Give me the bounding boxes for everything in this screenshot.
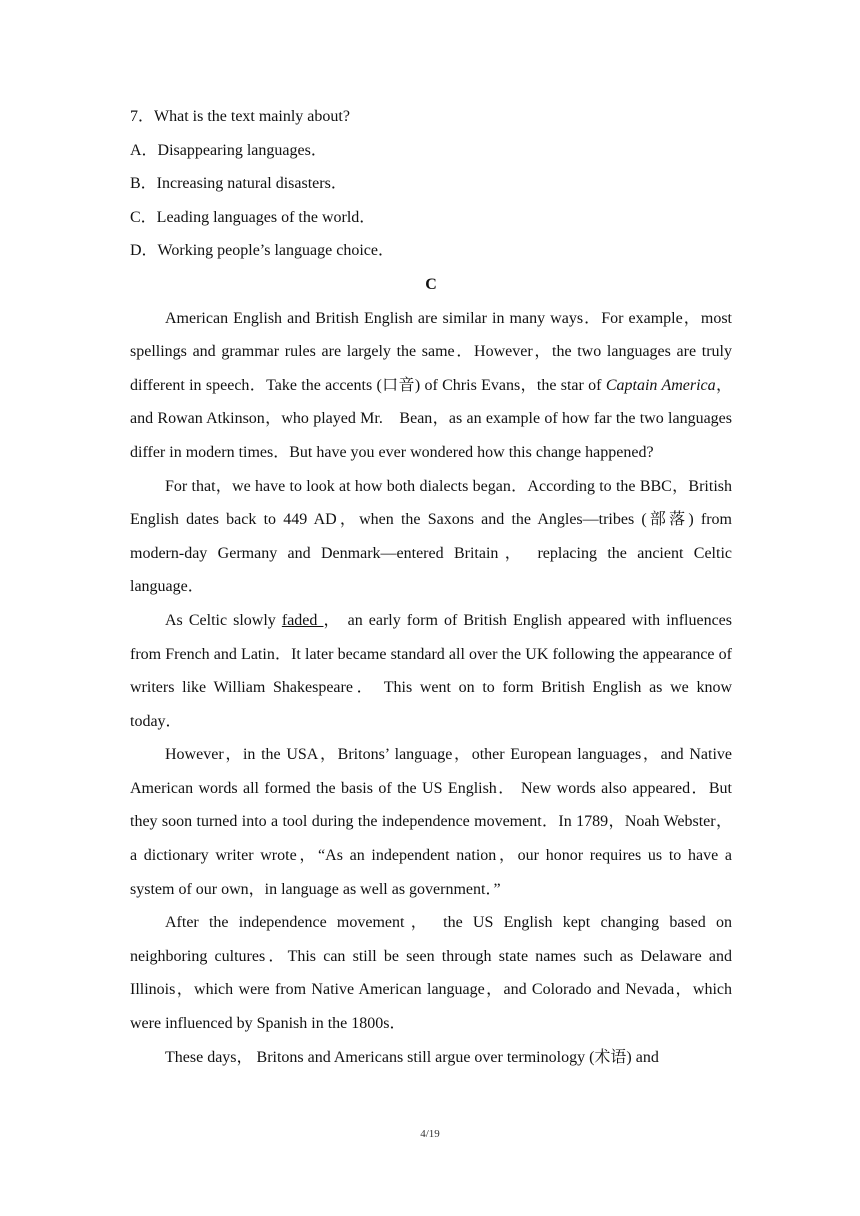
- paragraph-3-part-b: ， an early form of British English appeared with influences from French and Latin．It later became standard all over the UK following the appearance of writers like William Shakespeare． This went on to form British English as we know today．: [130, 611, 732, 730]
- movie-title: Captain America: [605, 376, 716, 394]
- option-b: B．Increasing natural disasters．: [130, 175, 347, 193]
- paragraph-1-part-b: ，and Rowan Atkinson，who played Mr. Bean，as an example of how far the two languages differ in modern times．But have you ever wondered how this change happened?: [130, 376, 732, 461]
- paragraph-6: These days， Britons and Americans still argue over terminology (术语) and: [165, 1048, 659, 1066]
- option-d: D．Working people’s language choice．: [130, 242, 394, 260]
- document-page: [130, 100, 732, 1074]
- paragraph-1-part-a: American English and British English are similar in many ways．For example，most spellings and grammar rules are largely the same．However，the two languages are truly different in speech．Take the accents (口音) of Chris Evans，the star of: [130, 309, 732, 394]
- paragraph-3: [130, 604, 732, 738]
- paragraph-4: However，in the USA，Britons’ language，other European languages，and Native American words all formed the basis of the US English． New words also appeared．But they soon turned into a tool during the independence movement．In 1789，Noah Webster，a dictionary writer wrote，“As an independent nation，our honor requires us to have a system of our own，in language as well as government．”: [130, 746, 732, 898]
- option-a: A．Disappearing languages．: [130, 141, 327, 159]
- page-number: 4/19: [420, 1128, 440, 1140]
- paragraph-5: After the independence movement， the US English kept changing based on neighboring cultures．This can still be seen through state names such as Delaware and Illinois，which were from Native American language，and Colorado and Nevada，which were influenced by Spanish in the 1800s．: [130, 914, 732, 1033]
- section-title: C: [425, 275, 437, 293]
- question-stem: 7．What is the text mainly about?: [130, 108, 350, 125]
- paragraph-2: For that，we have to look at how both dialects began．According to the BBC，British English dates back to 449 AD，when the Saxons and the Angles—tribes (部落) from modern-day Germany and Denmark—entered Britain， replacing the ancient Celtic language．: [130, 477, 732, 596]
- paragraph-3-part-a: As Celtic slowly: [165, 611, 282, 629]
- paragraph-1: [130, 302, 732, 470]
- option-c: C．Leading languages of the world．: [130, 208, 376, 226]
- underlined-word: faded: [281, 611, 324, 629]
